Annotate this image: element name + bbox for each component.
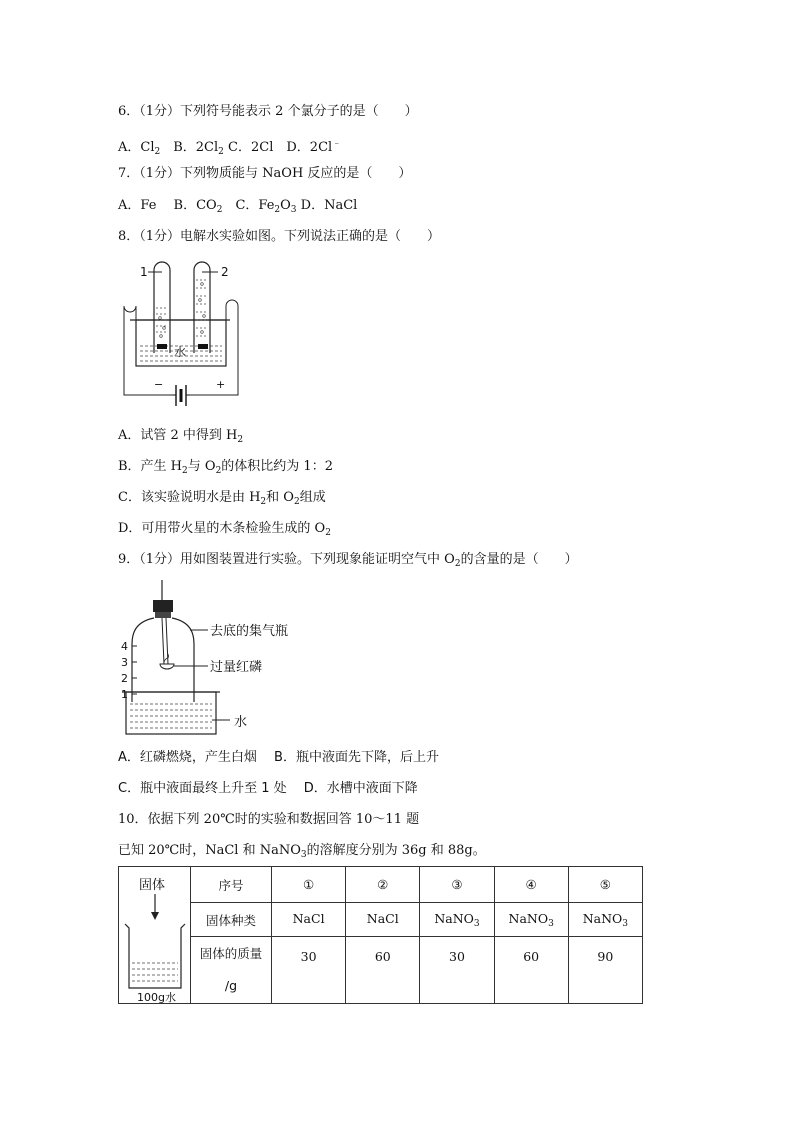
seq-4: ④ (494, 867, 568, 903)
question-8-stem: 8．（1分）电解水实验如图。下列说法正确的是（ ） (118, 229, 441, 244)
header-seq: 序号 (191, 867, 272, 903)
solubility-table (118, 866, 643, 1004)
mass-3: 30 (420, 937, 494, 1004)
question-6-options: A．$Cl_2$ B．$2Cl_2$ C．2Cl D．2Cl﹣ (118, 139, 342, 157)
scale-mark-3: 3 (121, 656, 128, 669)
tube-1-label: 1 (140, 265, 148, 279)
kind-5: NaNO$_3$ (568, 903, 642, 937)
kind-1: NaCl (272, 903, 346, 937)
beaker-diagram (119, 868, 190, 1003)
electrolysis-diagram (118, 258, 248, 410)
question-9-stem: 9．（1分）用如图装置进行实验。下列现象能证明空气中 $O_2$的含量的是（ ） (118, 552, 578, 569)
question-10-intro: 10．依据下列 20℃时的实验和数据回答 10～11 题 (118, 812, 420, 827)
mass-5: 90 (568, 937, 642, 1004)
scale-mark-2: 2 (121, 672, 128, 685)
question-7-options: A．Fe B．$CO_2$ C．$Fe_2O_3$ D．NaCl (118, 198, 358, 215)
question-8-option-c: C．该实验说明水是由 $H_2$和 $O_2$组成 (118, 490, 326, 507)
question-8-option-a: A．试管 2 中得到 $H_2$ (118, 428, 244, 445)
question-7-stem: 7．（1分）下列物质能与 NaOH 反应的是（ ） (118, 166, 412, 181)
question-8-option-b: B．产生 $H_2$与 $O_2$的体积比约为 1：2 (118, 459, 333, 476)
seq-5: ⑤ (568, 867, 642, 903)
beaker-solid-label: 固体 (139, 877, 166, 893)
question-8-option-d: D．可用带火星的木条检验生成的 $O_2$ (118, 521, 331, 538)
seq-3: ③ (420, 867, 494, 903)
seq-1: ① (272, 867, 346, 903)
kind-4: NaNO$_3$ (494, 903, 568, 937)
mass-2: 60 (346, 937, 420, 1004)
mass-1: 30 (272, 937, 346, 1004)
question-10-known: 已知 20℃时，NaCl 和 NaNO$_3$的溶解度分别为 36g 和 88g。 (118, 843, 486, 860)
beaker-water-label: 100g水 (137, 990, 176, 1003)
scale-mark-4: 4 (121, 640, 128, 653)
beaker-figure-cell (119, 867, 191, 1004)
kind-2: NaCl (346, 903, 420, 937)
trough-water-label: 水 (234, 715, 248, 730)
plus-sign: + (216, 378, 226, 391)
mass-4: 60 (494, 937, 568, 1004)
tube-2-label: 2 (221, 265, 229, 279)
question-6-stem: 6．（1分）下列符号能表示 2 个氯分子的是（ ） (118, 104, 418, 119)
red-phosphorus-apparatus (118, 580, 298, 738)
minus-sign: − (154, 378, 164, 391)
phosphorus-label: 过量红磷 (210, 660, 263, 675)
bottle-label: 去底的集气瓶 (210, 624, 289, 639)
header-kind: 固体种类 (191, 903, 272, 937)
question-9-options-ab: A．红磷燃烧，产生白烟 B．瓶中液面先下降，后上升 (118, 750, 439, 765)
seq-2: ② (346, 867, 420, 903)
header-mass: 固体的质量 /g (191, 937, 272, 1004)
kind-3: NaNO$_3$ (420, 903, 494, 937)
water-label: 水 (174, 345, 187, 359)
question-9-options-cd: C．瓶中液面最终上升至 1 处 D．水槽中液面下降 (118, 781, 418, 796)
scale-mark-1: 1 (121, 688, 128, 701)
